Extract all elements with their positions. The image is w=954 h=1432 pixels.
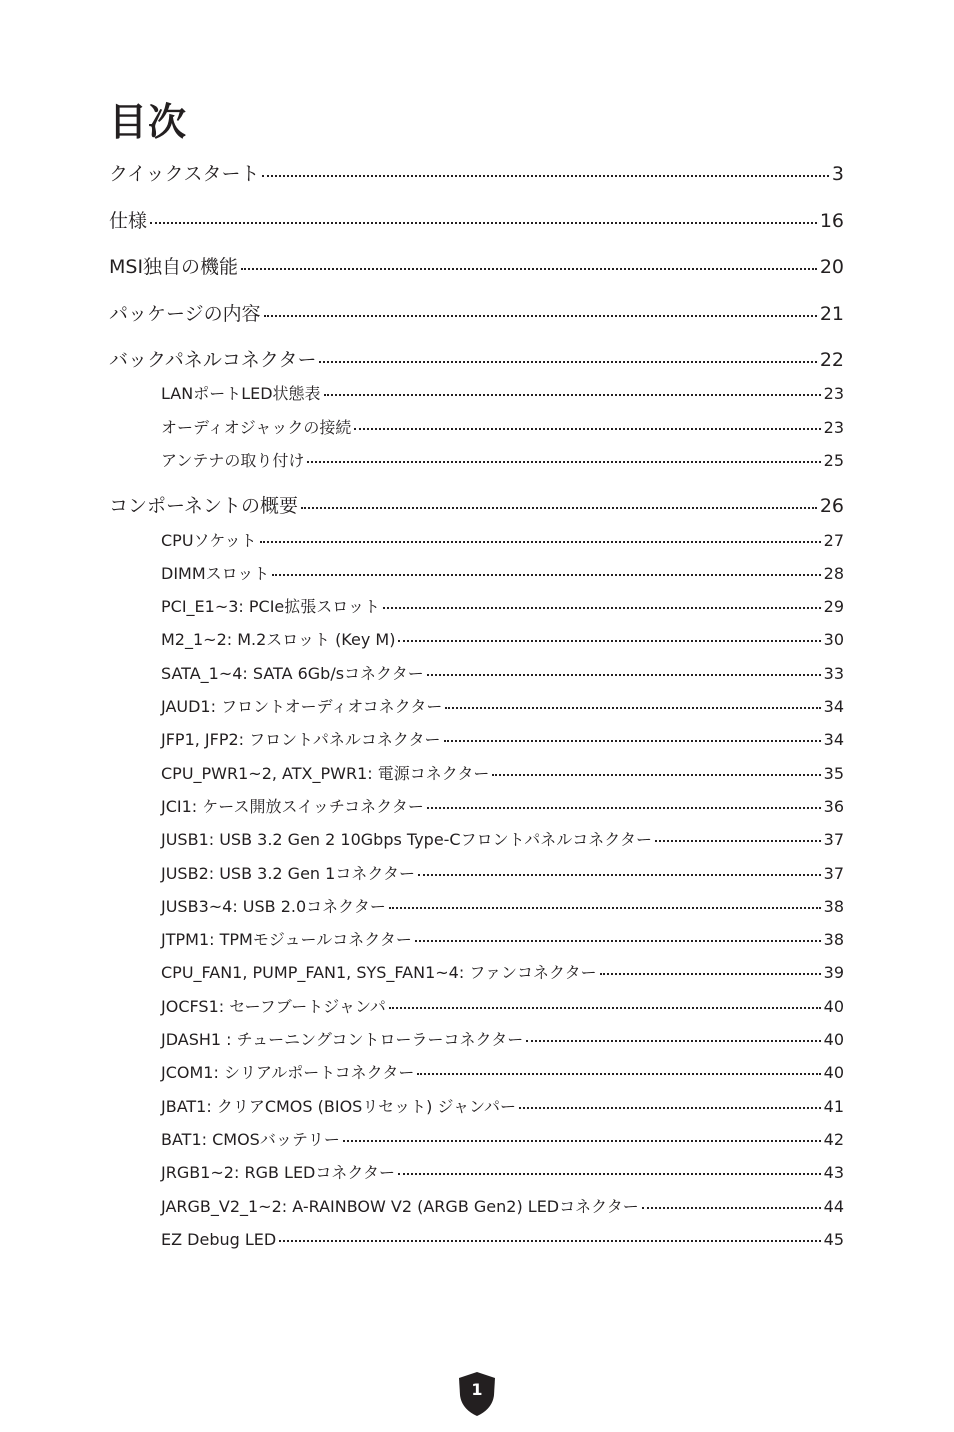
toc-entry-page: 42: [823, 1130, 844, 1149]
toc-subentry[interactable]: [161, 628, 844, 652]
toc-entry-label: JCOM1: シリアルポートコネクター: [161, 1063, 415, 1082]
dot-leader: [492, 774, 820, 776]
toc-entry-page: 3: [831, 163, 844, 185]
toc-entry[interactable]: [109, 253, 844, 281]
toc-entry-page: 26: [819, 495, 844, 517]
toc-entry-page: 16: [819, 210, 844, 232]
toc-entry-page: 39: [823, 963, 844, 982]
dot-leader: [389, 907, 821, 909]
toc-entry-label: JAUD1: フロントオーディオコネクター: [161, 697, 443, 716]
toc-entry-page: 21: [819, 303, 844, 325]
toc-entry[interactable]: [109, 207, 844, 235]
toc-subentry[interactable]: [161, 961, 844, 985]
toc-entry-label: JUSB1: USB 3.2 Gen 2 10Gbps Type-Cフロントパネルコネクター: [161, 830, 652, 849]
toc-entry-label: CPUソケット: [161, 531, 257, 550]
dot-leader: [301, 507, 817, 509]
toc-subentry[interactable]: [161, 562, 844, 586]
dot-leader: [150, 222, 817, 224]
dot-leader: [260, 541, 821, 543]
toc-entry-label: CPU_PWR1~2, ATX_PWR1: 電源コネクター: [161, 764, 490, 783]
toc-entry-page: 43: [823, 1163, 844, 1182]
toc-entry-page: 37: [823, 830, 844, 849]
toc-entry-label: バックパネルコネクター: [109, 349, 317, 371]
dot-leader: [354, 428, 820, 430]
dot-leader: [324, 394, 821, 396]
dot-leader: [279, 1240, 820, 1242]
toc-entry-label: コンポーネントの概要: [109, 495, 299, 517]
toc-entry-page: 33: [823, 664, 844, 683]
dot-leader: [398, 1173, 821, 1175]
dot-leader: [383, 607, 821, 609]
dot-leader: [264, 315, 817, 317]
dot-leader: [241, 268, 817, 270]
dot-leader: [415, 940, 821, 942]
toc-subentry[interactable]: [161, 595, 844, 619]
toc-entry-page: 37: [823, 864, 844, 883]
toc-entry-page: 45: [823, 1230, 844, 1249]
toc-entry-label: CPU_FAN1, PUMP_FAN1, SYS_FAN1~4: ファンコネクター: [161, 963, 597, 982]
toc-subentry[interactable]: [161, 1095, 844, 1119]
toc-entry-label: EZ Debug LED: [161, 1230, 277, 1249]
toc-entry-label: パッケージの内容: [109, 303, 261, 325]
dot-leader: [343, 1140, 821, 1142]
toc-subentry[interactable]: [161, 695, 844, 719]
toc-entry-label: オーディオジャックの接続: [161, 418, 352, 437]
toc-entry-page: 35: [823, 764, 844, 783]
toc-entry-page: 34: [823, 697, 844, 716]
toc-entry-page: 22: [819, 349, 844, 371]
toc-entry-label: MSI独自の機能: [109, 256, 239, 278]
toc-entry-page: 25: [823, 451, 844, 470]
toc-entry[interactable]: [109, 300, 844, 328]
dot-leader: [655, 840, 821, 842]
toc-entry-page: 23: [823, 384, 844, 403]
dot-leader: [307, 461, 820, 463]
toc-subentry[interactable]: [161, 928, 844, 952]
dot-leader: [427, 674, 821, 676]
toc-subentry[interactable]: [161, 1228, 844, 1252]
dot-leader: [398, 640, 820, 642]
toc-entry[interactable]: [109, 160, 844, 188]
dot-leader: [642, 1207, 821, 1209]
toc-entry-page: 40: [823, 997, 844, 1016]
toc-entry-page: 23: [823, 418, 844, 437]
dot-leader: [319, 361, 816, 363]
dot-leader: [445, 707, 820, 709]
toc-entry-label: SATA_1~4: SATA 6Gb/sコネクター: [161, 664, 424, 683]
toc-subentry[interactable]: [161, 828, 844, 852]
toc-entry-page: 34: [823, 730, 844, 749]
toc-subentry[interactable]: [161, 1128, 844, 1152]
dot-leader: [519, 1107, 821, 1109]
toc-entry-page: 41: [823, 1097, 844, 1116]
toc-entry-label: クイックスタート: [109, 163, 260, 185]
toc-subentry[interactable]: [161, 1061, 844, 1085]
toc-entry-label: JOCFS1: セーフブートジャンパ: [161, 997, 386, 1016]
toc-subentry[interactable]: [161, 862, 844, 886]
toc-subentry[interactable]: [161, 1028, 844, 1052]
dot-leader: [427, 807, 821, 809]
toc-entry-page: 40: [823, 1063, 844, 1082]
toc-entry-label: JUSB2: USB 3.2 Gen 1コネクター: [161, 864, 416, 883]
toc-subentry[interactable]: [161, 795, 844, 819]
toc-entry-label: PCI_E1~3: PCIe拡張スロット: [161, 597, 380, 616]
dot-leader: [526, 1040, 820, 1042]
toc-entry-page: 40: [823, 1030, 844, 1049]
toc-entry-label: M2_1~2: M.2スロット (Key M): [161, 630, 396, 649]
dot-leader: [262, 175, 828, 177]
toc-entry[interactable]: [109, 346, 844, 374]
dot-leader: [444, 740, 821, 742]
toc-entry-label: DIMMスロット: [161, 564, 270, 583]
dot-leader: [389, 1007, 821, 1009]
toc-entry-page: 38: [823, 930, 844, 949]
page-title: 目次: [109, 100, 188, 144]
toc-entry-label: JTPM1: TPMモジュールコネクター: [161, 930, 412, 949]
toc-entry-label: JRGB1~2: RGB LEDコネクター: [161, 1163, 396, 1182]
toc-subentry[interactable]: [161, 895, 844, 919]
dot-leader: [600, 973, 821, 975]
toc-entry-label: JBAT1: クリアCMOS (BIOSリセット) ジャンパー: [161, 1097, 517, 1116]
toc-entry-page: 20: [819, 256, 844, 278]
toc-subentry[interactable]: [161, 1161, 844, 1185]
toc-entry[interactable]: [109, 492, 844, 520]
toc-subentry[interactable]: [161, 762, 844, 786]
toc-entry-label: 仕様: [109, 210, 148, 232]
toc-subentry[interactable]: [161, 382, 844, 406]
toc-entry-label: LANポートLED状態表: [161, 384, 321, 403]
toc-entry-label: アンテナの取り付け: [161, 451, 305, 470]
toc-subentry[interactable]: [161, 728, 844, 752]
toc-entry-label: JCI1: ケース開放スイッチコネクター: [161, 797, 424, 816]
toc-entry-page: 28: [823, 564, 844, 583]
toc-subentry[interactable]: [161, 662, 844, 686]
toc-entry-page: 44: [823, 1197, 844, 1216]
toc-entry-page: 38: [823, 897, 844, 916]
toc-subentry[interactable]: [161, 1195, 844, 1219]
page-number: 1: [471, 1380, 483, 1399]
toc-entry-page: 27: [823, 531, 844, 550]
dot-leader: [272, 574, 820, 576]
toc-subentry[interactable]: [161, 529, 844, 553]
toc-entry-page: 36: [823, 797, 844, 816]
toc-entry-label: JUSB3~4: USB 2.0コネクター: [161, 897, 386, 916]
toc-entry-page: 29: [823, 597, 844, 616]
toc-subentry[interactable]: [161, 416, 844, 440]
page-number-badge: [457, 1371, 497, 1417]
toc-subentry[interactable]: [161, 995, 844, 1019]
dot-leader: [417, 1073, 820, 1075]
dot-leader: [418, 874, 821, 876]
toc-entry-label: JARGB_V2_1~2: A-RAINBOW V2 (ARGB Gen2) LEDコネクター: [161, 1197, 639, 1216]
toc-entry-label: BAT1: CMOSバッテリー: [161, 1130, 340, 1149]
toc-subentry[interactable]: [161, 449, 844, 473]
toc-entry-label: JDASH1 : チューニングコントローラーコネクター: [161, 1030, 524, 1049]
toc-entry-label: JFP1, JFP2: フロントパネルコネクター: [161, 730, 441, 749]
toc-entry-page: 30: [823, 630, 844, 649]
